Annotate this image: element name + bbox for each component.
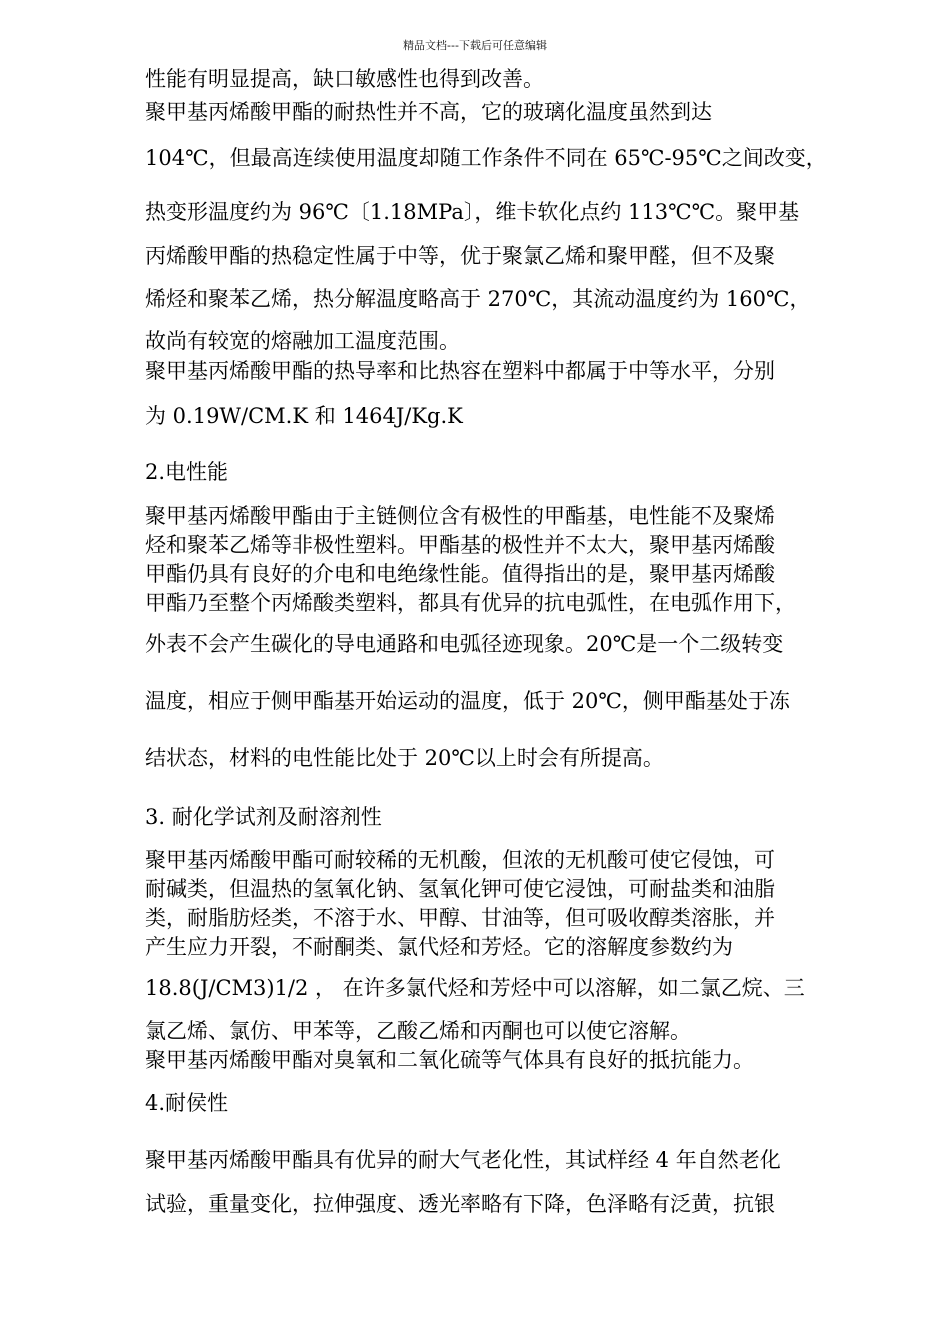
- section-heading: 4.耐侯性: [145, 1091, 229, 1115]
- text-line: 聚甲基丙烯酸甲酯对臭氧和二氧化硫等气体具有良好的抵抗能力。: [145, 1048, 754, 1072]
- text-line: 故尚有较宽的熔融加工温度范围。: [145, 329, 460, 353]
- text-line: 类，耐脂肪烃类，不溶于水、甲醇、甘油等，但可吸收醇类溶胀，并: [145, 906, 775, 930]
- text-line: 热变形温度约为 96℃〔1.18MPa〕，维卡软化点约 113℃℃。聚甲基: [145, 200, 800, 224]
- text-line: 104℃，但最高连续使用温度却随工作条件不同在 65℃-95℃之间改变，: [145, 146, 827, 170]
- text-line: 温度，相应于侧甲酯基开始运动的温度，低于 20℃，侧甲酯基处于冻: [145, 689, 790, 713]
- text-line: 烯烃和聚苯乙烯，热分解温度略高于 270℃，其流动温度约为 160℃，: [145, 287, 811, 311]
- text-line: 聚甲基丙烯酸甲酯由于主链侧位含有极性的甲酯基，电性能不及聚烯: [145, 504, 775, 528]
- section-heading: 3. 耐化学试剂及耐溶剂性: [145, 805, 382, 829]
- text-line: 为 0.19W/CM.K 和 1464J/Kg.K: [145, 404, 463, 428]
- text-line: 聚甲基丙烯酸甲酯的耐热性并不高，它的玻璃化温度虽然到达: [145, 100, 712, 124]
- text-line: 产生应力开裂，不耐酮类、氯代烃和芳烃。它的溶解度参数约为: [145, 935, 733, 959]
- text-line: 丙烯酸甲酯的热稳定性属于中等，优于聚氯乙烯和聚甲醛，但不及聚: [145, 244, 775, 268]
- text-line: 18.8(J/CM3)1/2 ， 在许多氯代烃和芳烃中可以溶解，如二氯乙烷、三: [145, 976, 805, 1000]
- text-line: 甲酯仍具有良好的介电和电绝缘性能。值得指出的是，聚甲基丙烯酸: [145, 562, 775, 586]
- page-header: 精品文档---下载后可任意编辑: [403, 39, 547, 52]
- section-heading: 2.电性能: [145, 460, 229, 484]
- text-line: 聚甲基丙烯酸甲酯的热导率和比热容在塑料中都属于中等水平，分别: [145, 359, 775, 383]
- text-line: 聚甲基丙烯酸甲酯具有优异的耐大气老化性，其试样经 4 年自然老化: [145, 1148, 781, 1172]
- text-line: 聚甲基丙烯酸甲酯可耐较稀的无机酸，但浓的无机酸可使它侵蚀，可: [145, 848, 775, 872]
- text-line: 结状态，材料的电性能比处于 20℃以上时会有所提高。: [145, 746, 664, 770]
- text-line: 烃和聚苯乙烯等非极性塑料。甲酯基的极性并不太大，聚甲基丙烯酸: [145, 533, 775, 557]
- text-line: 试验，重量变化，拉伸强度、透光率略有下降，色泽略有泛黄，抗银: [145, 1192, 775, 1216]
- text-line: 性能有明显提高，缺口敏感性也得到改善。: [145, 67, 544, 91]
- text-line: 耐碱类，但温热的氢氧化钠、氢氧化钾可使它浸蚀，可耐盐类和油脂: [145, 877, 775, 901]
- text-line: 氯乙烯、氯仿、甲苯等，乙酸乙烯和丙酮也可以使它溶解。: [145, 1019, 691, 1043]
- text-line: 甲酯乃至整个丙烯酸类塑料，都具有优异的抗电弧性，在电弧作用下，: [145, 591, 796, 615]
- text-line: 外表不会产生碳化的导电通路和电弧径迹现象。20℃是一个二级转变: [145, 632, 784, 656]
